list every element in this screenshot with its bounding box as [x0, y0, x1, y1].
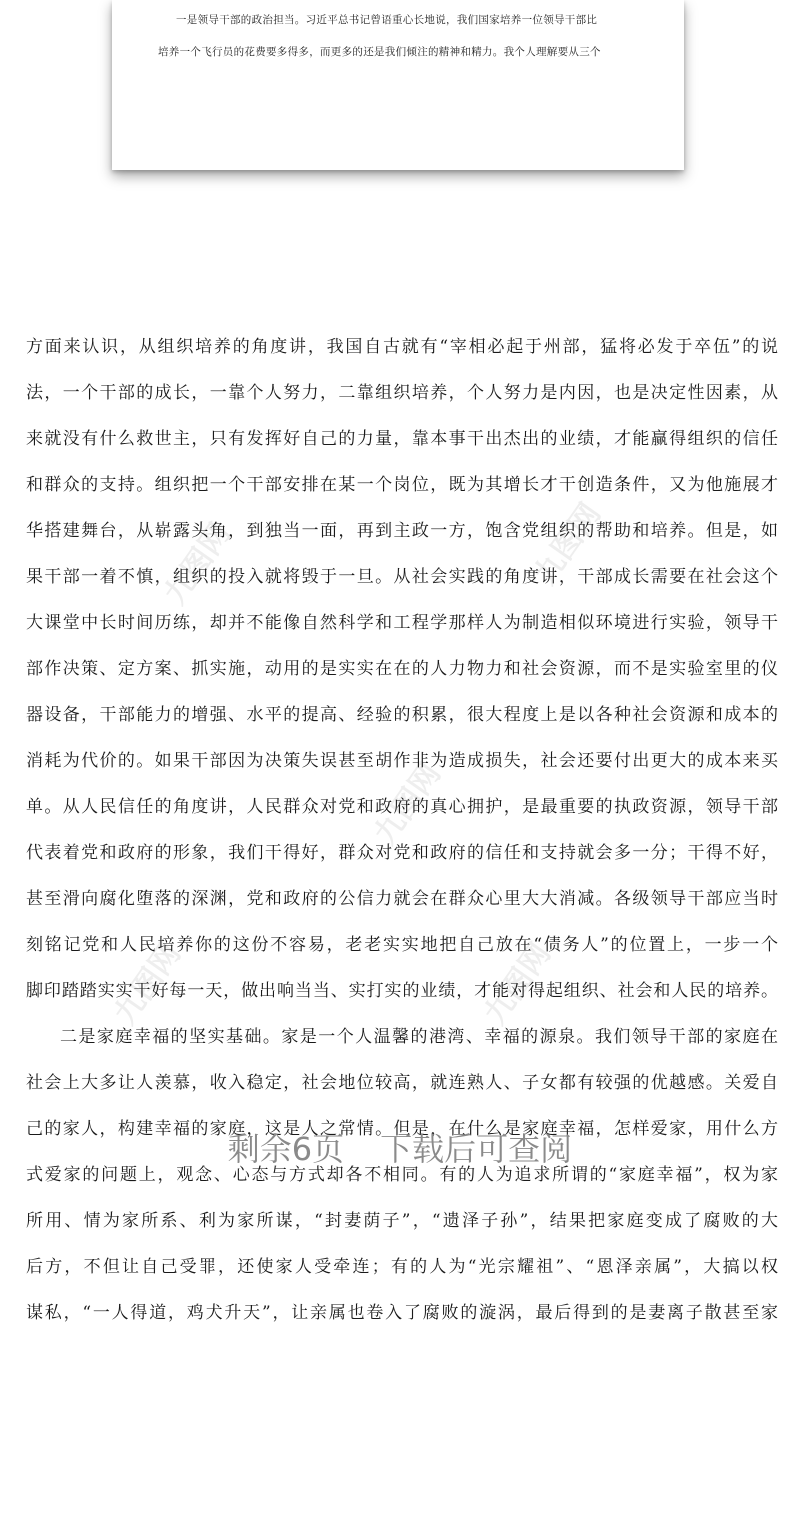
- text-line: 甚至滑向腐化堕落的深渊，党和政府的公信力就会在群众心里大大消减。各级领导干部应当时: [26, 889, 778, 909]
- text-line: 己的家人，构建幸福的家庭，这是人之常情。但是，在什么是家庭幸福，怎样爱家，用什么方: [26, 1119, 778, 1139]
- text-line: 单。从人民信任的角度讲，人民群众对党和政府的真心拥护，是最重要的执政资源，领导干部: [26, 797, 778, 817]
- download-prompt-label: 下载后可查阅: [380, 1130, 573, 1168]
- text-line: 消耗为代价的。如果干部因为决策失误甚至胡作非为造成损失，社会还要付出更大的成本来买: [26, 751, 778, 771]
- text-line: 代表着党和政府的形象，我们干得好，群众对党和政府的信任和支持就会多一分；干得不好，: [26, 843, 778, 863]
- watermark: 九图网: [477, 937, 559, 1031]
- text-line: 来就没有什么救世主，只有发挥好自己的力量，靠本事干出杰出的业绩，才能赢得组织的信任: [26, 429, 778, 449]
- previous-page-card: [112, 0, 684, 170]
- text-line: 式爱家的问题上，观念、心态与方式却各不相同。有的人为追求所谓的“家庭幸福”，权为家: [26, 1165, 778, 1185]
- text-line: 方面来认识，从组织培养的角度讲，我国自古就有“宰相必起于州部，猛将必发于卒伍”的说: [26, 337, 778, 357]
- text-line: 谋私，“一人得道，鸡犬升天”，让亲属也卷入了腐败的漩涡，最后得到的是妻离子散甚至家: [26, 1303, 778, 1323]
- text-line: 脚印踏踏实实干好每一天，做出响当当、实打实的业绩，才能对得起组织、社会和人民的培养。: [26, 981, 778, 1001]
- previous-page-line: 培养一个飞行员的花费要多得多，而更多的还是我们倾注的精神和精力。我个人理解要从三个: [158, 46, 601, 58]
- download-to-read-more-button[interactable]: [0, 1124, 800, 1170]
- previous-page-line: 一是领导干部的政治担当。习近平总书记曾语重心长地说，我们国家培养一位领导干部比: [176, 14, 598, 26]
- text-line: 所用、情为家所系、利为家所谋，“封妻荫子”，“遗泽子孙”，结果把家庭变成了腐败的大: [26, 1211, 778, 1231]
- text-line: 果干部一着不慎，组织的投入就将毁于一旦。从社会实践的角度讲，干部成长需要在社会这个: [26, 567, 778, 587]
- text-line: 和群众的支持。组织把一个干部安排在某一个岗位，既为其增长才干创造条件，又为他施展才: [26, 475, 778, 495]
- text-line: 器设备，干部能力的增强、水平的提高、经验的积累，很大程度上是以各种社会资源和成本的: [26, 705, 778, 725]
- paragraph-start-line: 二是家庭幸福的坚实基础。家是一个人温馨的港湾、幸福的源泉。我们领导干部的家庭在: [60, 1027, 778, 1047]
- text-line: 社会上大多让人羡慕，收入稳定，社会地位较高，就连熟人、子女都有较强的优越感。关爱自: [26, 1073, 778, 1093]
- watermark: 九图网: [107, 937, 189, 1031]
- text-line: 部作决策、定方案、抓实施，动用的是实实在在的人力物力和社会资源，而不是实验室里的仪: [26, 659, 778, 679]
- document-body: [26, 324, 778, 1336]
- remaining-pages-label: 剩余6页: [227, 1130, 345, 1168]
- text-line: 刻铭记党和人民培养你的这份不容易，老老实实地把自己放在“债务人”的位置上，一步一个: [26, 935, 778, 955]
- watermark: 九图网: [527, 497, 609, 591]
- text-line: 法，一个干部的成长，一靠个人努力，二靠组织培养，个人努力是内因，也是决定性因素，从: [26, 383, 778, 403]
- text-line: 后方，不但让自己受罪，还使家人受牵连；有的人为“光宗耀祖”、“恩泽亲属”，大搞以权: [26, 1257, 778, 1277]
- text-line: 大课堂中长时间历练，却并不能像自然科学和工程学那样人为制造相似环境进行实验，领导干: [26, 613, 778, 633]
- text-line: 华搭建舞台，从崭露头角，到独当一面，再到主政一方，饱含党组织的帮助和培养。但是，如: [26, 521, 778, 541]
- watermark: 九图网: [157, 517, 239, 611]
- watermark: 九图网: [367, 757, 449, 851]
